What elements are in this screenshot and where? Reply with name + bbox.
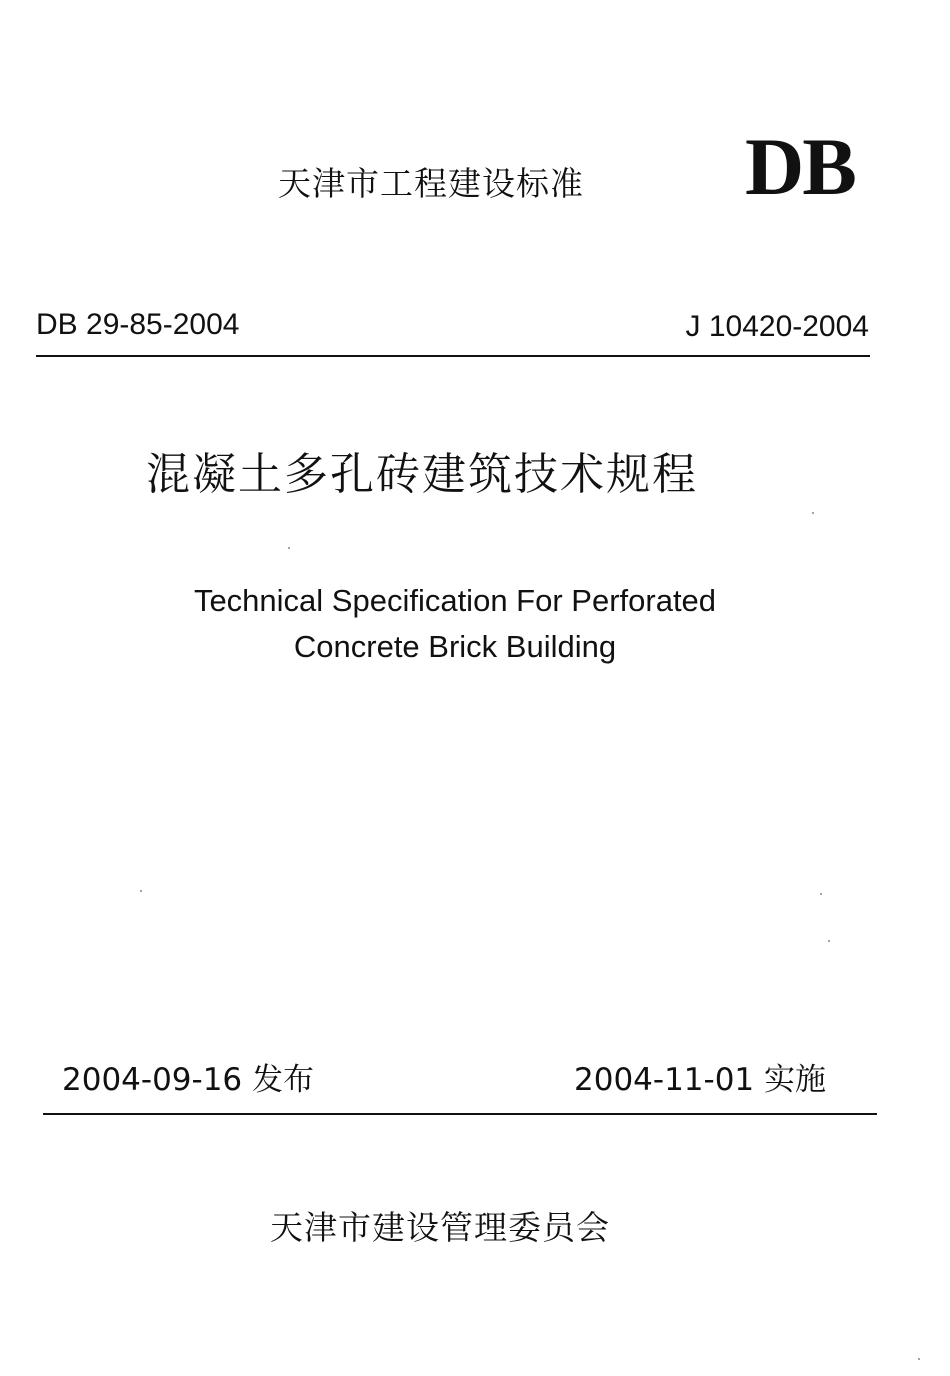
issuing-authority: 天津市建设管理委员会 <box>270 1208 610 1247</box>
scan-speck <box>812 512 814 514</box>
document-title-english <box>0 578 910 670</box>
db-logo: DB <box>745 121 855 212</box>
issue-date: 2004-09-16 发布 <box>62 1062 315 1098</box>
english-title-line-1: Technical Specification For Perforated <box>193 583 717 618</box>
record-number: J 10420-2004 <box>685 310 869 343</box>
scan-speck <box>820 893 822 895</box>
standard-number: DB 29-85-2004 <box>36 308 240 341</box>
standard-series-title: 天津市工程建设标准 <box>278 164 584 203</box>
effective-date: 2004-11-01 实施 <box>574 1062 827 1098</box>
scan-speck <box>918 1358 920 1360</box>
english-title-line-2: Concrete Brick Building <box>293 629 617 664</box>
scan-speck <box>140 890 142 892</box>
bottom-divider <box>43 1113 877 1115</box>
scan-speck <box>288 547 290 549</box>
top-divider <box>36 355 870 357</box>
document-title-chinese: 混凝土多孔砖建筑技术规程 <box>146 449 698 500</box>
scan-speck <box>828 940 830 942</box>
